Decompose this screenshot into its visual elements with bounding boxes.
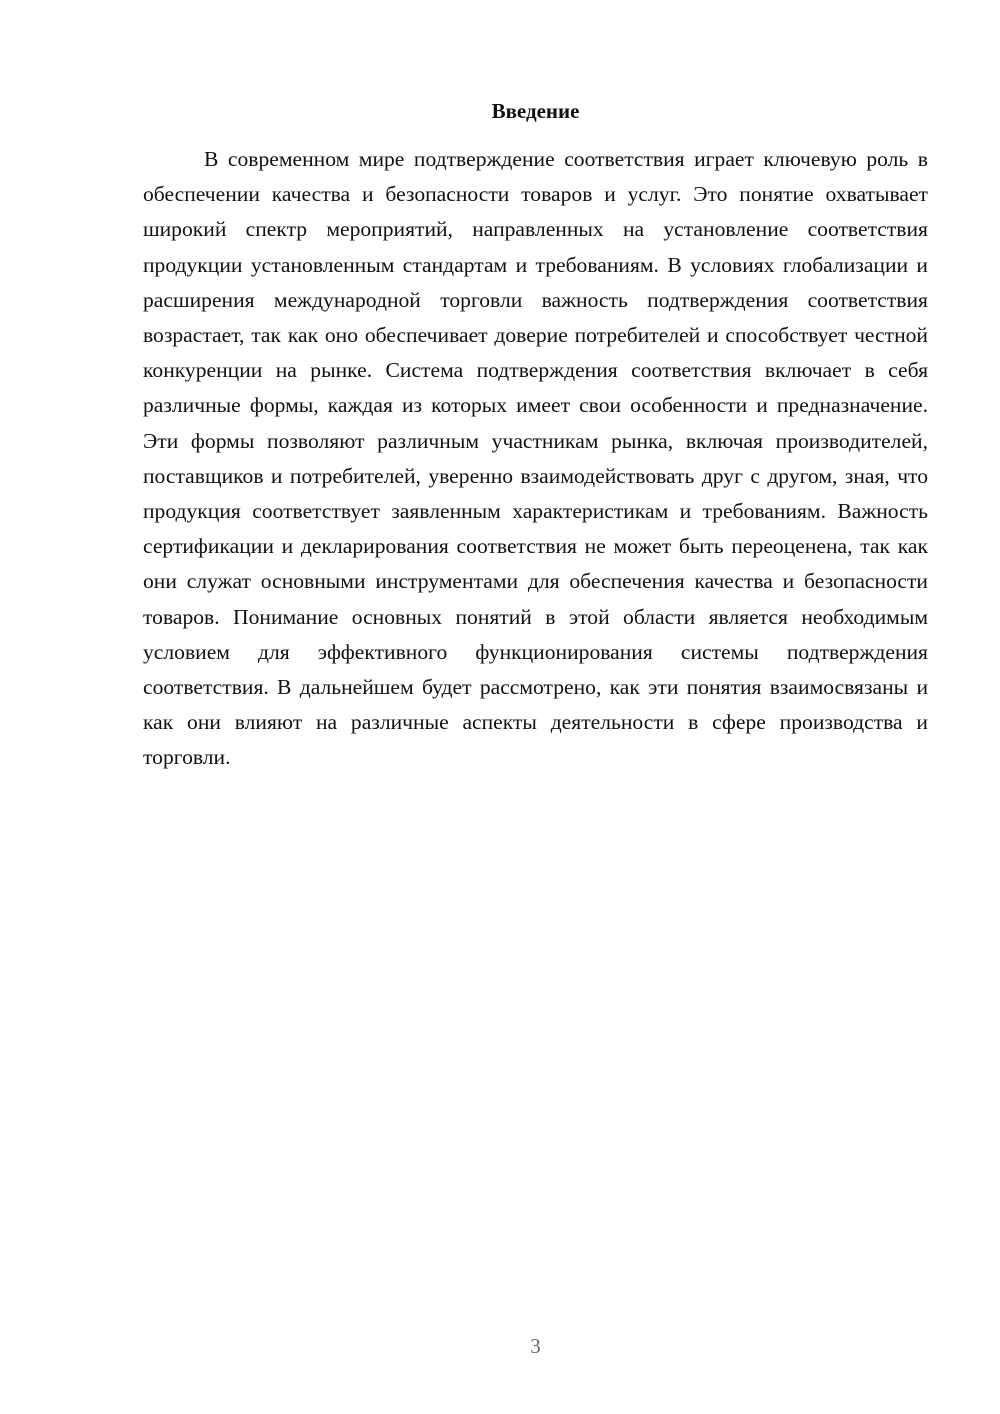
section-heading: Введение (491, 99, 580, 123)
body-paragraph: В современном мире подтверждение соответствия играет ключевую роль в обеспечении качества и безопасности товаров и услуг. Это понятие охватывает широкий спектр мероприятий, направленных на установление соответствия продукции установленным стандартам и требованиям. В условиях глобализации и расширения международной торговли важность подтверждения соответствия возрастает, так как оно обеспечивает доверие потребителей и способствует честной конкуренции на рынке. Система подтверждения соответствия включает в себя различные формы, каждая из которых имеет свои особенности и предназначение. Эти формы позволяют различным участникам рынка, включая производителей, поставщиков и потребителей, уверенно взаимодействовать друг с другом, зная, что продукция соответствует заявленным характеристикам и требованиям. Важность сертификации и декларирования соответствия не может быть переоценена, так как они служат основными инструментами для обеспечения качества и безопасности товаров. Понимание основных понятий в этой области является необходимым условием для эффективного функционирования системы подтверждения соответствия. В дальнейшем будет рассмотрено, как эти понятия взаимосвязаны и как они влияют на различные аспекты деятельности в сфере производства и торговли. (143, 147, 928, 770)
page-number: 3 (530, 1334, 541, 1358)
